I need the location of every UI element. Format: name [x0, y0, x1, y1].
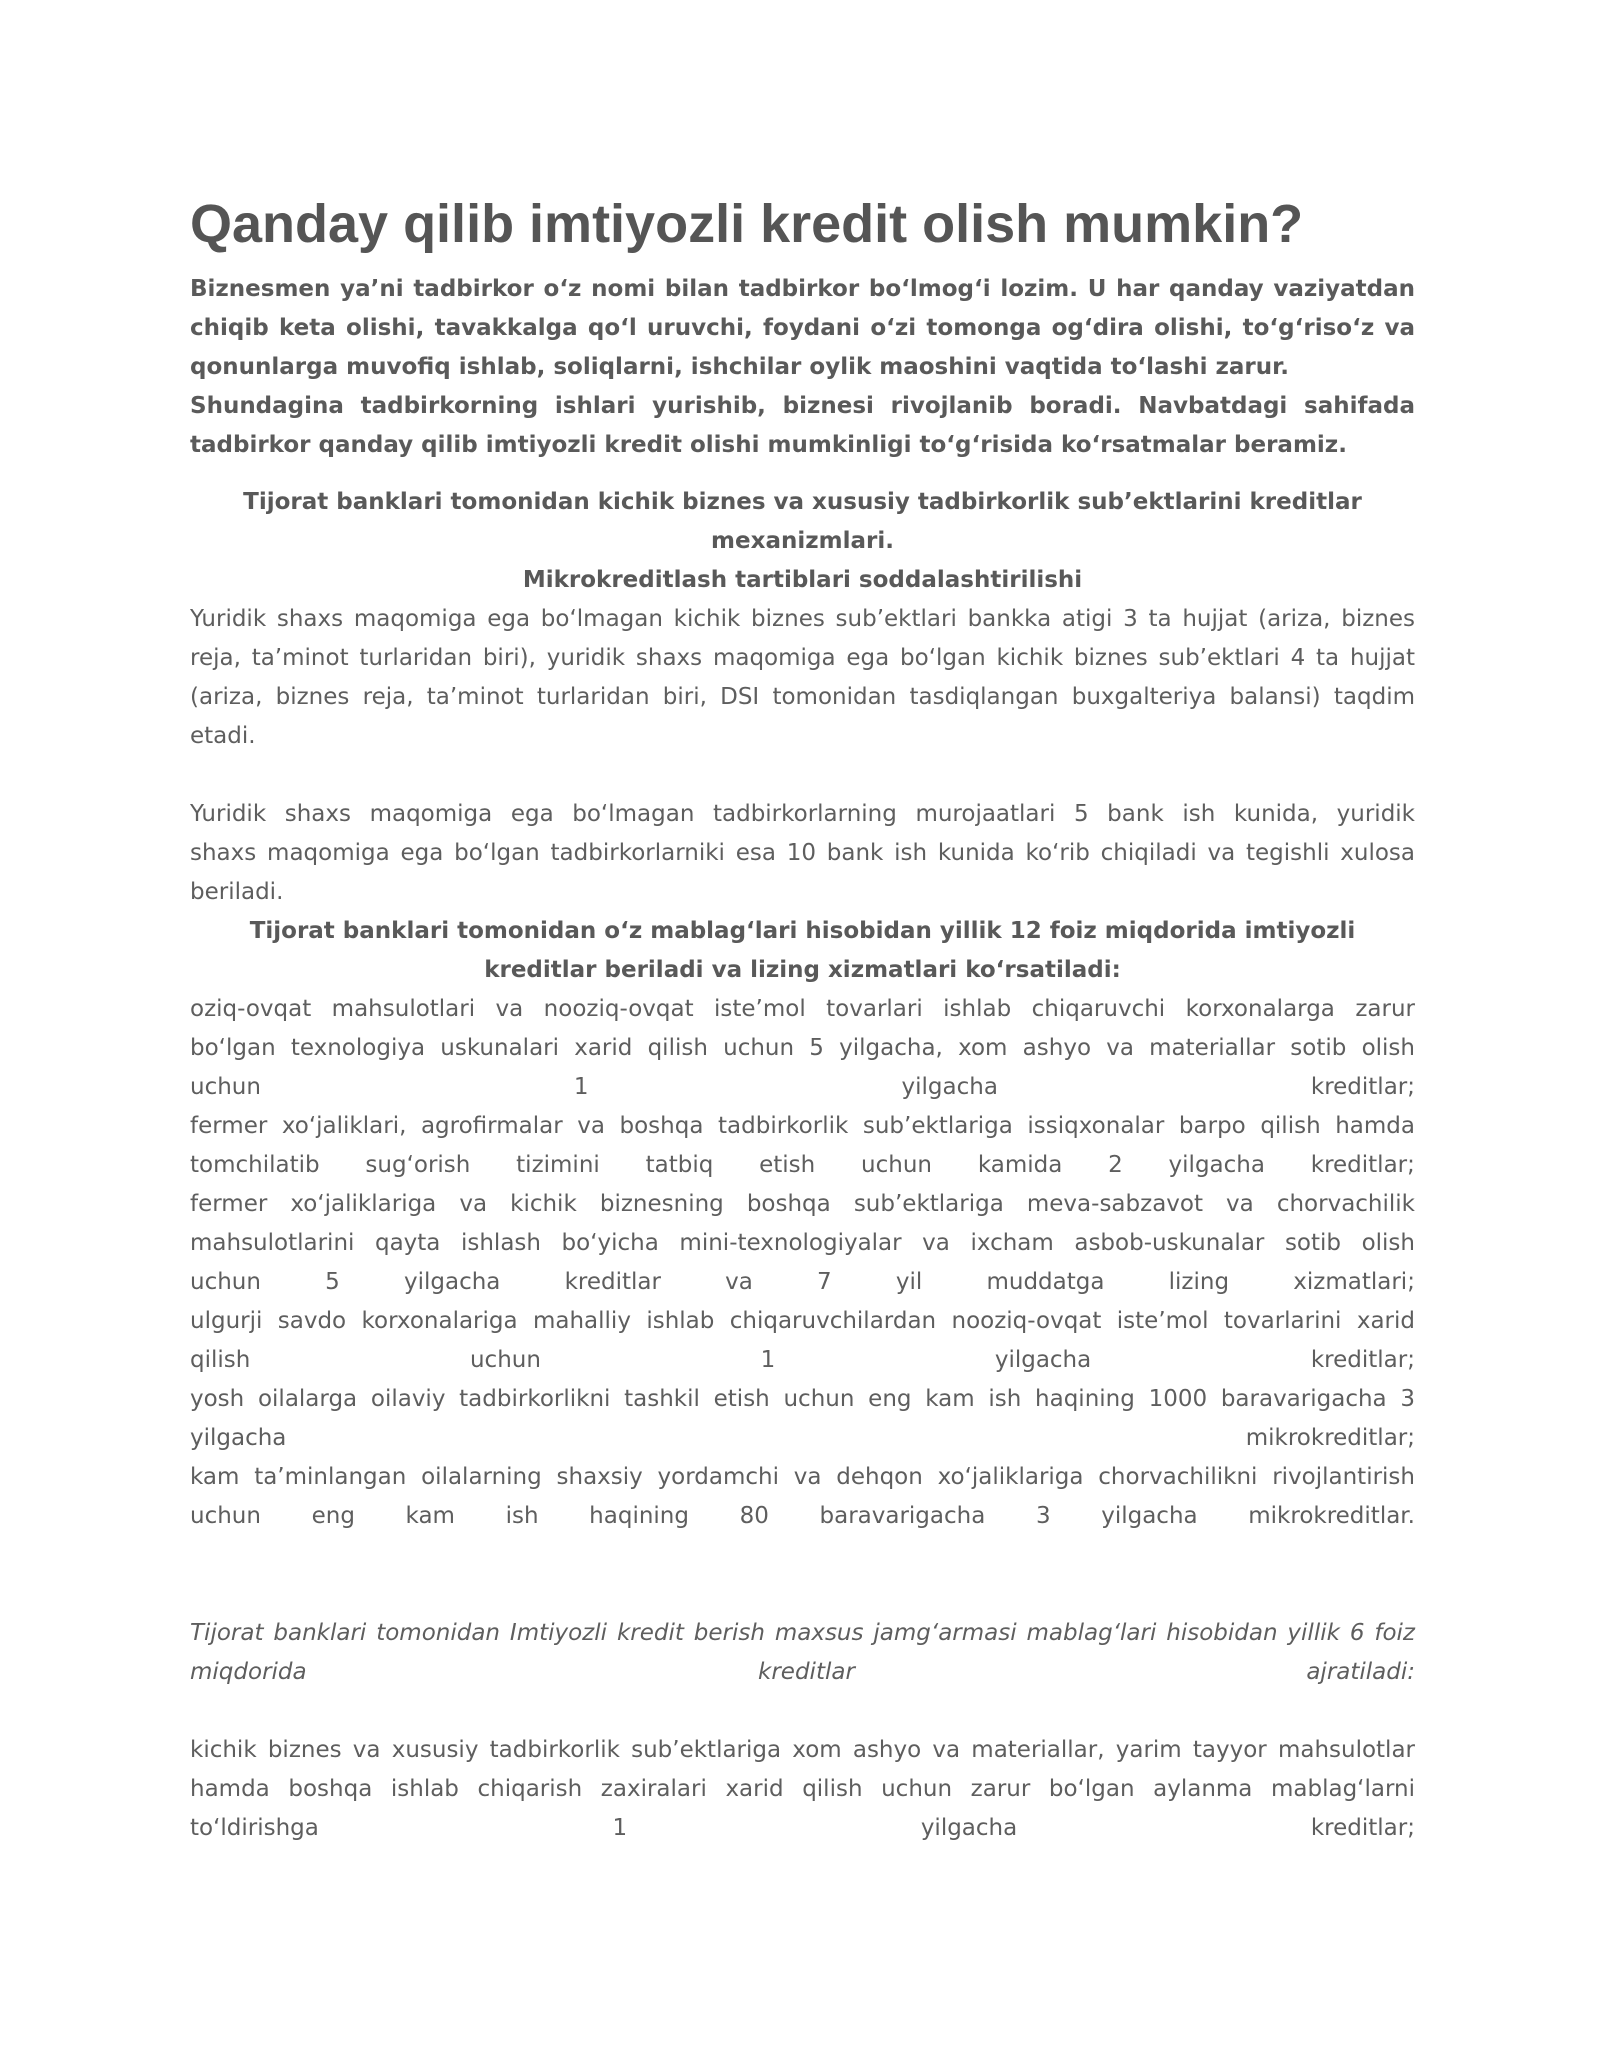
- list-item-line: kam ta’minlangan oilalarning shaxsiy yordamchi va dehqon xo‘jaliklariga chorvachilikni rivojlantirish: [190, 1464, 1415, 1490]
- document-page: [190, 190, 1415, 1848]
- section-heading: Tijorat banklari tomonidan o‘z mablag‘lari hisobidan yillik 12 foiz miqdorida imtiyozli: [249, 918, 1356, 944]
- list-item-line: bo‘lgan texnologiya uskunalari xarid qilish uchun 5 yilgacha, xom ashyo va materiallar sotib olish: [190, 1035, 1415, 1061]
- italic-heading-line: Tijorat banklari tomonidan Imtiyozli kredit berish maxsus jamg‘armasi mablag‘lari hisobidan yillik 6 foiz: [190, 1620, 1415, 1646]
- paragraph-line: hamda boshqa ishlab chiqarish zaxiralari xarid qilish uchun zarur bo‘lgan aylanma mablag‘larni: [190, 1776, 1415, 1802]
- lead-line: Biznesmen ya’ni tadbirkor o‘z nomi bilan tadbirkor bo‘lmog‘i lozim. U har qanday vaziyatdan: [190, 276, 1415, 302]
- paragraph-line: etadi.: [190, 723, 256, 749]
- section-12-percent-credits: [190, 912, 1415, 1536]
- section-6-percent-credits: [190, 1614, 1415, 1848]
- list-item-line: fermer xo‘jaliklari, agrofirmalar va boshqa tadbirkorlik sub’ektlariga issiqxonalar barpo qilish hamda: [190, 1113, 1415, 1139]
- lead-line: qonunlarga muvofiq ishlab, soliqlarni, ishchilar oylik maoshini vaqtida to‘lashi zarur.: [190, 354, 1289, 380]
- section-microcredit: [190, 483, 1415, 912]
- list-item-line: uchun eng kam ish haqining 80 baravarigacha 3 yilgacha mikrokreditlar.: [190, 1503, 1415, 1529]
- list-item-line: qilish uchun 1 yilgacha kreditlar;: [190, 1347, 1415, 1373]
- section-heading: kreditlar beriladi va lizing xizmatlari ko‘rsatiladi:: [484, 957, 1121, 983]
- list-item-line: mahsulotlarini qayta ishlash bo‘yicha mini-texnologiyalar va ixcham asbob-uskunalar sotib olish: [190, 1230, 1415, 1256]
- lead-line: chiqib keta olishi, tavakkalga qo‘l uruvchi, foydani o‘zi tomonga og‘dira olishi, to‘g‘riso‘z va: [190, 315, 1415, 341]
- paragraph-line: beriladi.: [190, 879, 284, 905]
- list-item-line: yilgacha mikrokreditlar;: [190, 1425, 1415, 1451]
- paragraph-line: (ariza, biznes reja, ta’minot turlaridan biri, DSI tomonidan tasdiqlangan buxgalteriya balansi) taqdim: [190, 684, 1415, 710]
- paragraph-line: Yuridik shaxs maqomiga ega bo‘lmagan tadbirkorlarning murojaatlari 5 bank ish kunida, yuridik: [190, 801, 1415, 827]
- list-item-line: ulgurji savdo korxonalariga mahalliy ishlab chiqaruvchilardan nooziq-ovqat iste’mol tovarlarini xarid: [190, 1308, 1415, 1334]
- paragraph-line: to‘ldirishga 1 yilgacha kreditlar;: [190, 1815, 1415, 1841]
- paragraph-line: reja, ta’minot turlaridan biri), yuridik shaxs maqomiga ega bo‘lgan kichik biznes sub’ektlari 4 ta hujjat: [190, 645, 1415, 671]
- page-title: Qanday qilib imtiyozli kredit olish mumkin?: [190, 194, 1304, 254]
- list-item-line: oziq-ovqat mahsulotlari va nooziq-ovqat iste’mol tovarlari ishlab chiqaruvchi korxonalarga zarur: [190, 996, 1415, 1022]
- section-subheading: Mikrokreditlash tartiblari soddalashtirilishi: [522, 567, 1083, 593]
- list-item-line: uchun 1 yilgacha kreditlar;: [190, 1074, 1415, 1100]
- list-item-line: tomchilatib sug‘orish tizimini tatbiq etish uchun kamida 2 yilgacha kreditlar;: [190, 1152, 1415, 1178]
- list-item-line: uchun 5 yilgacha kreditlar va 7 yil muddatga lizing xizmatlari;: [190, 1269, 1415, 1295]
- lead-line: Shundagina tadbirkorning ishlari yurishib, biznesi rivojlanib boradi. Navbatdagi sahifada: [190, 393, 1415, 419]
- italic-heading-line: miqdorida kreditlar ajratiladi:: [190, 1659, 1415, 1685]
- lead-line: tadbirkor qanday qilib imtiyozli kredit olishi mumkinligi to‘g‘risida ko‘rsatmalar beramiz.: [190, 432, 1347, 458]
- section-heading: Tijorat banklari tomonidan kichik biznes va xususiy tadbirkorlik sub’ektlarini kreditlar: [243, 489, 1362, 515]
- lead-paragraph: [190, 270, 1415, 465]
- section-heading: mexanizmlari.: [711, 528, 894, 554]
- paragraph-line: shaxs maqomiga ega bo‘lgan tadbirkorlarniki esa 10 bank ish kunida ko‘rib chiqiladi va tegishli xulosa: [190, 840, 1415, 866]
- paragraph-line: Yuridik shaxs maqomiga ega bo‘lmagan kichik biznes sub’ektlari bankka atigi 3 ta hujjat (ariza, biznes: [190, 606, 1415, 632]
- paragraph-line: kichik biznes va xususiy tadbirkorlik sub’ektlariga xom ashyo va materiallar, yarim tayyor mahsulotlar: [190, 1737, 1415, 1763]
- list-item-line: yosh oilalarga oilaviy tadbirkorlikni tashkil etish uchun eng kam ish haqining 1000 baravarigacha 3: [190, 1386, 1415, 1412]
- list-item-line: fermer xo‘jaliklariga va kichik biznesning boshqa sub’ektlariga meva-sabzavot va chorvachilik: [190, 1191, 1415, 1217]
